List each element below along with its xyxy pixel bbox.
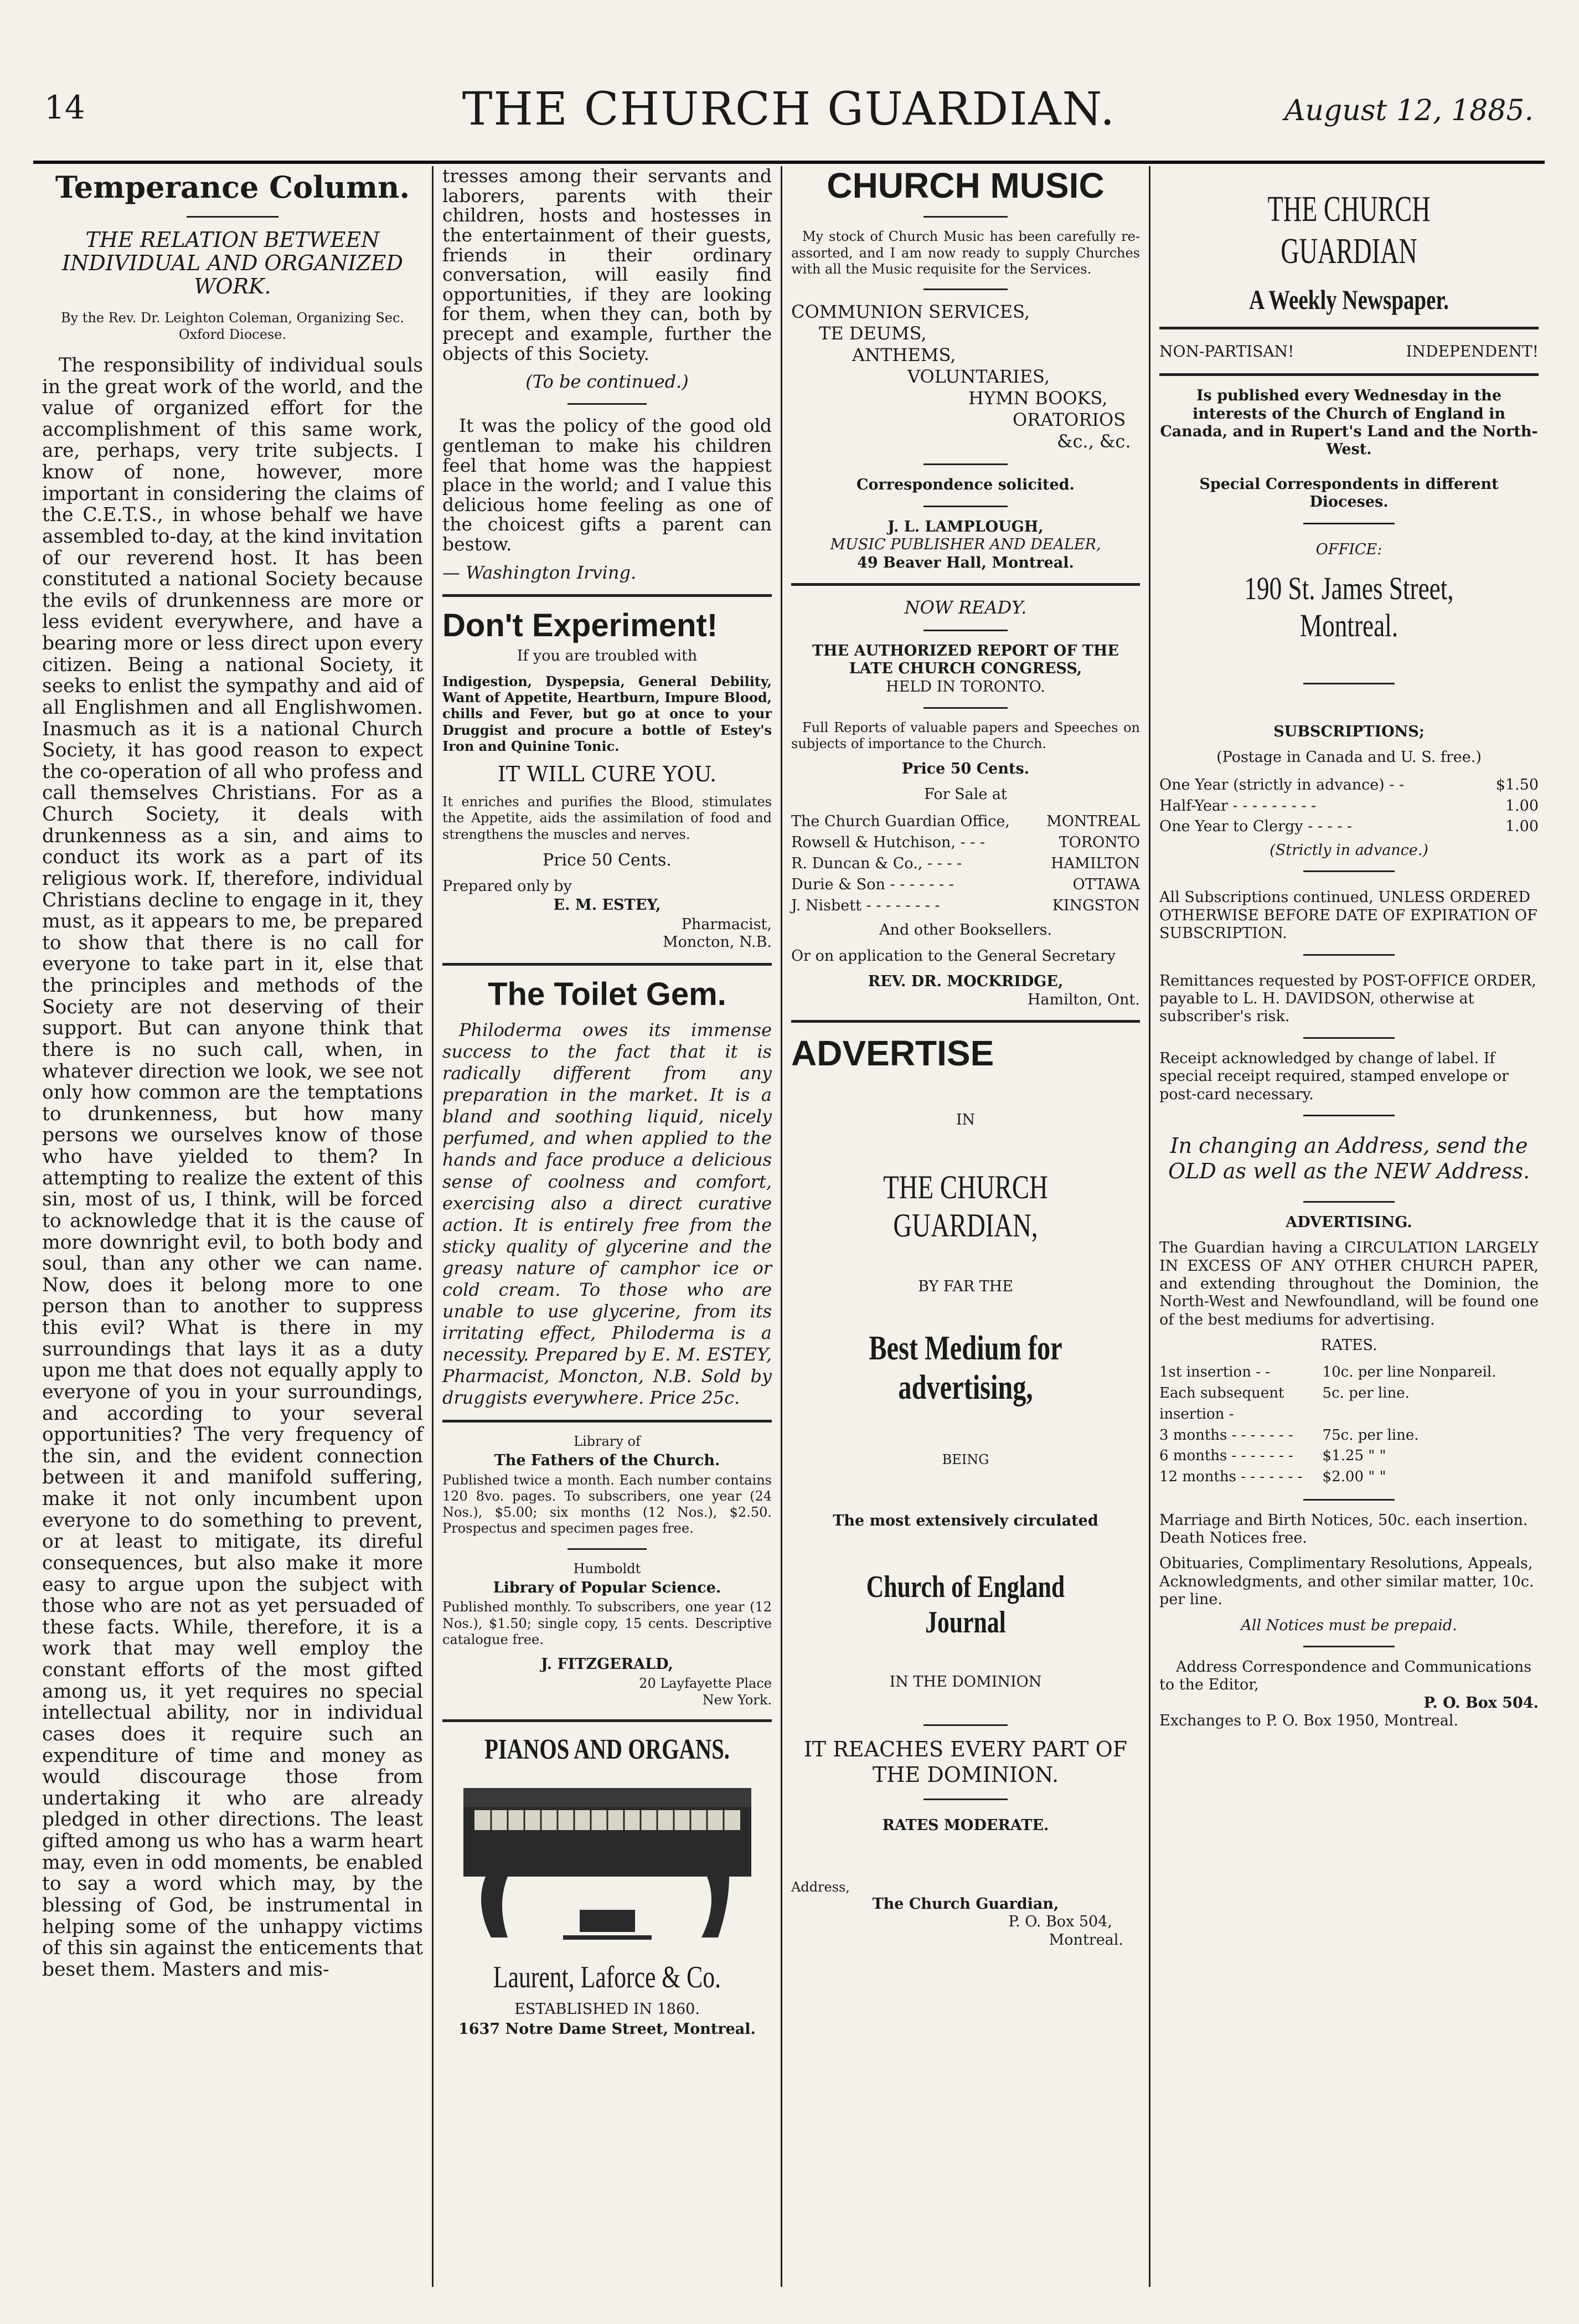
- address-box: P. O. Box 504,: [1008, 1913, 1112, 1931]
- receipt-note: Receipt acknowledged by change of label. If special receipt required, stamped envelope or post-card necessary.: [1159, 1049, 1509, 1103]
- nonpartisan-row: NON-PARTISAN! INDEPENDENT!: [1159, 342, 1539, 360]
- advertise-rates-moderate: RATES MODERATE.: [882, 1817, 1049, 1835]
- prepaid-note: All Notices must be prepaid.: [1241, 1616, 1457, 1634]
- experiment-ailments: Indigestion, Dyspepsia, General Debility, Want of Appetite, Heartburn, Impure Blood, chills and Fever, but go at once to your Druggist and procure a bottle of Estey's Iron and Quinine Tonic.: [442, 673, 772, 754]
- pianos-firm: Laurent, Laforce & Co.: [493, 1960, 721, 1995]
- seller-row: The Church Guardian Office, MONTREAL: [791, 813, 1140, 831]
- subscription-row: One Year (strictly in advance) - - $1.50: [1159, 776, 1539, 793]
- music-intro: My stock of Church Music has been carefully re-assorted, and I am now ready to supply Churches with all the Music requisite for the Services.: [791, 229, 1140, 277]
- other-booksellers: And other Booksellers.: [879, 921, 1052, 939]
- subscriptions-title: SUBSCRIPTIONS;: [1273, 723, 1425, 740]
- article-body: The responsibility of individual souls in the great work of the world, and the value of organized effort for the accomplishment of this same work, are, perhaps, very trite subjects. I know of none, however, more important in considering the claims of the C.E.T.S., in whose behalf we have assembled to-day, at the kind invitation of our reverend host. It has been constituted a national Society because the evils of drunkenness are more or less evident everywhere, and have a bearing more or less direct upon every citizen. Being a national Society, it seeks to enlist the sympathy and aid of all Englishmen and all Englishwomen. Inasmuch as it is a national Church Society, it has good reason to expect the co-operation of all who profess and call themselves Christians. For as a Church Society, it deals with drunkenness as a sin, and aims to conduct its work as a part of its religious work. If, therefore, individual Christians decline to engage in it, they must, as it appears to me, be prepared to show that there is no call for everyone to take part in it, else that the principles and methods of the Society are not deserving of their support. But can anyone think that there is no such call, when, in whatever direction we look, we see not only how common are the temptations to drunkenness, but how many persons we ourselves know of those who have yielded to them? In attempting to realize the extent of this sin, most of us, I think, will be forced to acknowledge that it is the cause of more downright evil, to both body and soul, than any other we can name. Now, does it belong more to one person than to another to suppress this evil? What is there in my surroundings that lays it as a duty upon me that does not equally apply to everyone of you in your surroundings, and according to your several opportunities? The very frequency of the sin, and the evident connection between it and manifold suffering, make it not only incumbent upon everyone to do something to prevent, or at least to mitigate, its direful consequences, but also make it more easy to argue upon the subject with those who are not as yet persuaded of these facts. While, therefore, it is a work that may well employ the constant efforts of the most gifted among us, it yet requires no special intellectual ability, nor in individual cases does it require such an expenditure of time and money as would discourage those from undertaking it who are already pledged in other directions. The least gifted among us who has a warm heart may, even in odd moments, be enabled to say a word which may, by the blessing of God, be instrumental in helping some of the unhappy victims of this sin against the enticements that beset them. Masters and mis-: [42, 354, 423, 1981]
- subscription-row: One Year to Clergy - - - - - 1.00: [1159, 818, 1539, 836]
- change-address-note: In changing an Address, send the OLD as well as the NEW Address.: [1168, 1133, 1530, 1184]
- rate-row: 6 months - - - - - - - $1.25 " ": [1159, 1447, 1386, 1465]
- fathers-title: The Fathers of the Church.: [494, 1452, 720, 1470]
- rate-row: 3 months - - - - - - - 75c. per line.: [1159, 1426, 1419, 1444]
- notices-note: Marriage and Birth Notices, 50c. each insertion. Death Notices free.: [1159, 1511, 1528, 1547]
- editor-po-box: P. O. Box 504.: [1423, 1694, 1539, 1712]
- humboldt-publisher: J. FITZGERALD,: [541, 1656, 673, 1673]
- toilet-title: The Toilet Gem.: [488, 976, 726, 1012]
- seller-row: R. Duncan & Co., - - - - HAMILTON: [791, 855, 1140, 873]
- obituaries-note: Obituaries, Complimentary Resolutions, Appeals, Acknowledgments, and other similar matter, 10c. per line.: [1159, 1555, 1534, 1609]
- irving-signature: — Washington Irving.: [442, 561, 637, 583]
- office-label: OFFICE:: [1315, 540, 1382, 558]
- newspaper-title: THE CHURCH GUARDIAN.: [462, 83, 1116, 136]
- report-application: Or on application to the General Secretary: [791, 947, 1116, 965]
- advertise-best-medium: Best Medium for advertising,: [869, 1330, 1062, 1407]
- music-dealer-address: 49 Beaver Hall, Montreal.: [857, 554, 1074, 571]
- report-secretary-place: Hamilton, Ont.: [1027, 991, 1140, 1008]
- rate-row: Each subsequent insertion - 5c. per line.: [1159, 1385, 1410, 1423]
- advertising-title: ADVERTISING.: [1286, 1213, 1412, 1231]
- irving-quote: It was the policy of the good old gentleman to make his children feel that home was the happiest place in the world; and I value this delicious home feeling as one of the choicest gifts a parent can bestow.: [442, 415, 772, 555]
- rate-row: 1st insertion - - 10c. per line Nonpareil.: [1159, 1364, 1497, 1381]
- remittances-note: Remittances requested by POST-OFFICE ORDER, payable to L. H. DAVIDSON, otherwise at subscriber's risk.: [1159, 972, 1536, 1026]
- experiment-maker-title: Pharmacist,: [681, 915, 772, 933]
- music-item: VOLUNTARIES,: [907, 366, 1050, 388]
- guardian-published: Is published every Wednesday in the interests of the Church of England in Canada, and in Rupert's Land and the North-West.: [1160, 387, 1538, 458]
- experiment-maker-place: Moncton, N.B.: [663, 934, 772, 951]
- pianos-established: ESTABLISHED IN 1860.: [514, 2000, 700, 2018]
- report-title: THE AUTHORIZED REPORT OF THE LATE CHURCH CONGRESS,: [812, 642, 1119, 678]
- report-subtitle: HELD IN TORONTO.: [886, 678, 1045, 695]
- humboldt-title: Library of Popular Science.: [493, 1579, 721, 1596]
- subscription-row: Half-Year - - - - - - - - - 1.00: [1159, 797, 1539, 815]
- experiment-cure: IT WILL CURE YOU.: [497, 762, 717, 787]
- advertise-most-circulated: The most extensively circulated: [833, 1512, 1098, 1530]
- church-music-title: CHURCH MUSIC: [827, 166, 1105, 205]
- advertise-heading: ADVERTISE: [791, 1033, 994, 1074]
- now-ready: NOW READY.: [904, 596, 1027, 618]
- weekly-newspaper: A Weekly Newspaper.: [1249, 284, 1449, 315]
- advertise-reaches: IT REACHES EVERY PART OF THE DOMINION.: [803, 1737, 1128, 1787]
- guardian-masthead: THE CHURCH GUARDIAN: [1267, 189, 1431, 271]
- humboldt-ad: [442, 1561, 772, 1708]
- subscriptions-strictly: (Strictly in advance.): [1270, 842, 1428, 859]
- music-item: COMMUNION SERVICES,: [791, 301, 1030, 323]
- pianos-address: 1637 Notre Dame Street, Montreal.: [458, 2021, 756, 2038]
- humboldt-kicker: Humboldt: [573, 1560, 641, 1576]
- address-correspondence: Address Correspondence and Communications to the Editor,: [1159, 1658, 1532, 1694]
- fathers-body: Published twice a month. Each number contains 120 8vo. pages. To subscribers, one year (24 Nos.), $5.00; six months (12 Nos.), $2.50. Prospectus and specimen pages free.: [442, 1472, 772, 1537]
- rates-title: RATES.: [1320, 1337, 1377, 1354]
- article-byline: By the Rev. Dr. Leighton Coleman, Organizing Sec. Oxford Diocese.: [60, 310, 405, 342]
- seller-row: Rowsell & Hutchison, - - - TORONTO: [791, 834, 1140, 852]
- report-secretary: REV. DR. MOCKRIDGE,: [868, 973, 1064, 991]
- address-city: Montreal.: [1049, 1931, 1123, 1949]
- toilet-body: Philoderma owes its immense success to the fact that it is radically different from any preparation in the market. It is a bland and soothing liquid, nicely perfumed, and when applied to the hands and face produce a delicious sense of coolness and comfort, exercising also a direct curative action. It is entirely free from the sticky quality of glycerine and the greasy nature of camphor ice or cold cream. To those who are unable to use glycerine, from its irritating effect, Philoderma is a necessity. Prepared by E. M. ESTEY, Pharmacist, Moncton, N.B. Sold by druggists everywhere. Price 25c.: [442, 1019, 772, 1408]
- advertise-dominion: IN THE DOMINION: [889, 1673, 1042, 1691]
- guardian-correspondents: Special Correspondents in different Dioceses.: [1199, 475, 1499, 511]
- music-item: &c., &c.: [1057, 431, 1131, 452]
- report-price: Price 50 Cents.: [901, 760, 1030, 777]
- piano-illustration: [452, 1771, 762, 1954]
- article-subhead: THE RELATION BETWEEN INDIVIDUAL AND ORGANIZED WORK.: [62, 228, 403, 298]
- music-correspondence: Correspondence solicited.: [856, 476, 1075, 494]
- rate-row: 12 months - - - - - - - $2.00 " ": [1159, 1468, 1386, 1485]
- exchanges-note: Exchanges to P. O. Box 1950, Montreal.: [1159, 1712, 1459, 1730]
- subscriptions-postage: (Postage in Canada and U. S. free.): [1216, 749, 1482, 766]
- address-name: The Church Guardian,: [872, 1895, 1059, 1913]
- humboldt-city: New York.: [702, 1692, 772, 1708]
- experiment-desc: It enriches and purifies the Blood, stimulates the Appetite, aids the assimilation of food and strengthens the muscles and nerves.: [442, 794, 772, 842]
- toilet-gem-ad: [442, 977, 772, 1409]
- report-description: Full Reports of valuable papers and Speeches on subjects of importance to the Church.: [791, 720, 1140, 752]
- pianos-title: PIANOS AND ORGANS.: [484, 1733, 730, 1765]
- issue-date: August 12, 1885.: [1284, 94, 1534, 127]
- music-item: ORATORIOS: [1013, 409, 1126, 431]
- page-header: [33, 72, 1545, 164]
- seller-row: Durie & Son - - - - - - - OTTAWA: [791, 875, 1140, 893]
- music-item: HYMN BOOKS,: [968, 388, 1108, 409]
- seller-row: J. Nisbett - - - - - - - - KINGSTON: [791, 896, 1140, 914]
- experiment-title: Don't Experiment!: [442, 607, 718, 643]
- music-item-list: [791, 301, 1140, 452]
- experiment-price: Price 50 Cents.: [543, 850, 672, 870]
- column-ads-left: [432, 166, 781, 2287]
- pianos-ad: [442, 1733, 772, 2039]
- fathers-kicker: Library of: [574, 1433, 641, 1449]
- subscriptions-continued: All Subscriptions continued, UNLESS ORDERED OTHERWISE BEFORE DATE OF EXPIRATION OF SUBSCRIPTION.: [1159, 889, 1537, 942]
- column-guardian-info: [1149, 166, 1547, 2287]
- column-temperance: [33, 166, 432, 2287]
- music-dealer-name: J. L. LAMPLOUGH,: [887, 518, 1044, 535]
- fathers-ad: [442, 1434, 772, 1537]
- experiment-prepared: Prepared only by: [442, 877, 572, 895]
- experiment-maker: E. M. ESTEY,: [553, 896, 661, 914]
- music-dealer-title: MUSIC PUBLISHER AND DEALER,: [830, 536, 1101, 554]
- report-for-sale: For Sale at: [924, 786, 1007, 803]
- estey-tonic-ad: [442, 608, 772, 952]
- humboldt-body: Published monthly. To subscribers, one year (12 Nos.), $1.50; single copy, 15 cents. Descriptive catalogue free.: [442, 1599, 772, 1647]
- office-address: 190 St. James Street, Montreal.: [1244, 570, 1454, 643]
- to-be-continued: (To be continued.): [525, 371, 689, 393]
- temperance-heading: Temperance Column.: [55, 169, 410, 205]
- address-label: Address,: [791, 1879, 850, 1895]
- humboldt-address: 20 Layfayette Place: [639, 1676, 772, 1692]
- music-item: TE DEUMS,: [819, 323, 927, 344]
- advertise-in: IN: [956, 1111, 976, 1129]
- column-ads-right: [781, 166, 1149, 2287]
- advertise-journal: Church of England Journal: [866, 1569, 1065, 1640]
- advertise-paper-name: THE CHURCH GUARDIAN,: [883, 1168, 1048, 1244]
- advertising-body: The Guardian having a CIRCULATION LARGELY IN EXCESS OF ANY OTHER CHURCH PAPER, and extending throughout the Dominion, the North-West and Newfoundland, will be found one of the best mediums for advertising.: [1159, 1239, 1539, 1328]
- article-continuation: tresses among their servants and laborers, parents with their children, hosts and hostesses in the entertainment of their guests, friends in their ordinary conversation, will easily find opportunities, if they are looking for them, when they can, both by precept and example, further the objects of this Society.: [442, 166, 772, 364]
- page-number: 14: [44, 89, 85, 126]
- experiment-intro: If you are troubled with: [517, 647, 698, 665]
- music-item: ANTHEMS,: [852, 344, 956, 366]
- advertise-being: BEING: [942, 1452, 989, 1468]
- advertise-by-far: BY FAR THE: [918, 1277, 1013, 1295]
